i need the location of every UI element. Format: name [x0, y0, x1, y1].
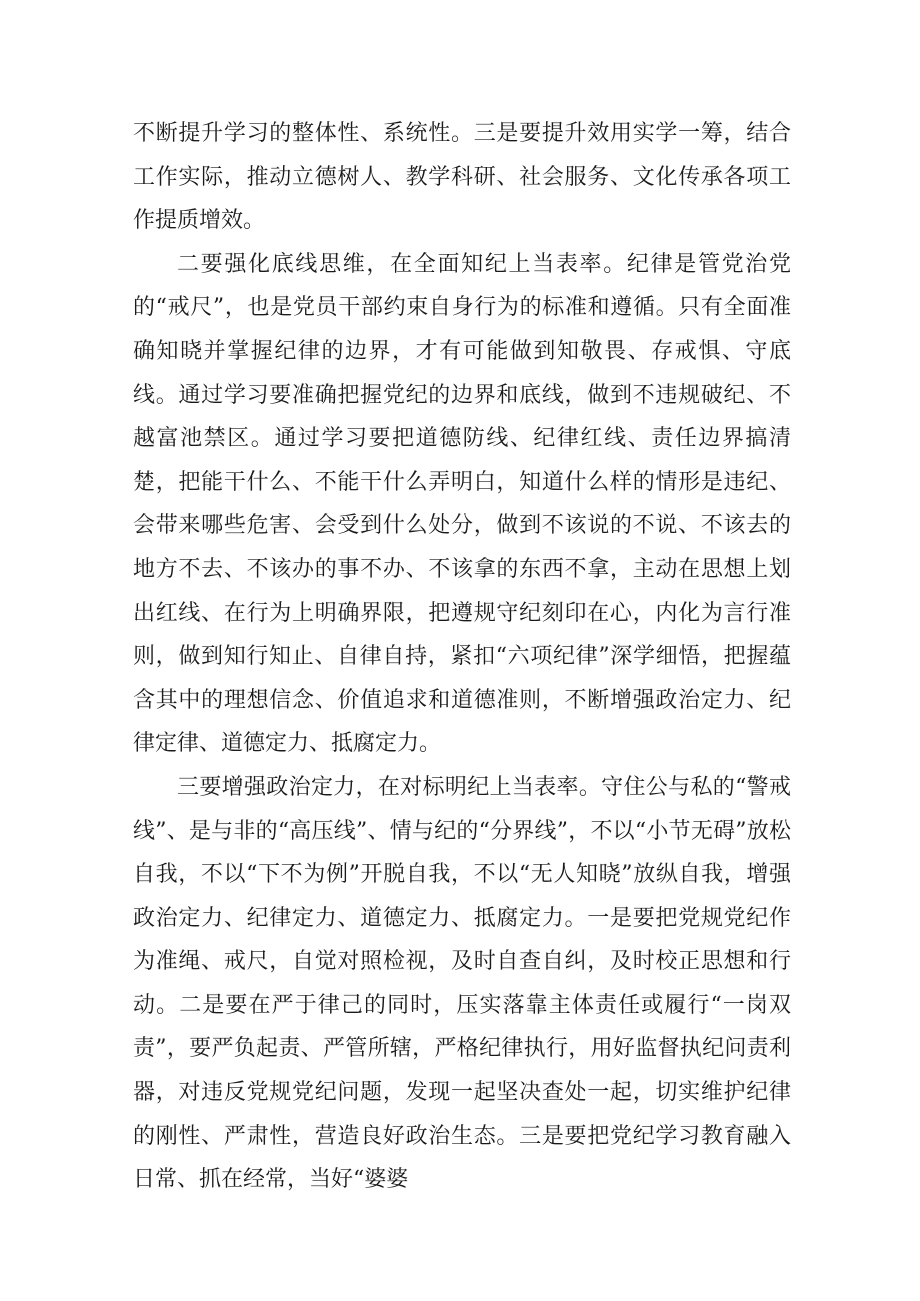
paragraph-political-resolve: 三要增强政治定力，在对标明纪上当表率。守住公与私的“警戒线”、是与非的“高压线”、情与纪的“分界线”，不以“小节无碍”放松自我，不以“下不为例”开脱自我，不以“无人知晓”放纵自我，增强政治定力、纪律定力、道德定力、抵腐定力。一是要把党规党纪作为准绳、戒尺，自觉对照检视，及时自查自纠，及时校正思想和行动。二是要在严于律己的同时，压实落靠主体责任或履行“一岗双责”，要严负起责、严管所辖，严格纪律执行，用好监督执纪问责利器，对违反党规党纪问题，发现一起坚决查处一起，切实维护纪律的刚性、严肃性，营造良好政治生态。三是要把党纪学习教育融入日常、抓在经常，当好“婆婆	[133, 774, 791, 1193]
document-body	[133, 112, 791, 1202]
paragraph-continuation: 不断提升学习的整体性、系统性。三是要提升效用实学一筹，结合工作实际，推动立德树人、教学科研、社会服务、文化传承各项工作提质增效。	[133, 121, 791, 234]
paragraph-bottom-line-thinking: 二要强化底线思维，在全面知纪上当表率。纪律是管党治党的“戒尺”，也是党员干部约束自身行为的标准和遵循。只有全面准确知晓并掌握纪律的边界，才有可能做到知敬畏、存戒惧、守底线。通过学习要准确把握党纪的边界和底线，做到不违规破纪、不越富池禁区。通过学习要把道德防线、纪律红线、责任边界搞清楚，把能干什么、不能干什么弄明白，知道什么样的情形是违纪、会带来哪些危害、会受到什么处分，做到不该说的不说、不该去的地方不去、不该办的事不办、不该拿的东西不拿，主动在思想上划出红线、在行为上明确界限，把遵规守纪刻印在心，内化为言行准则，做到知行知止、自律自持，紧扣“六项纪律”深学细悟，把握蕴含其中的理想信念、价值追求和道德准则，不断增强政治定力、纪律定律、道德定力、抵腐定力。	[133, 251, 791, 757]
